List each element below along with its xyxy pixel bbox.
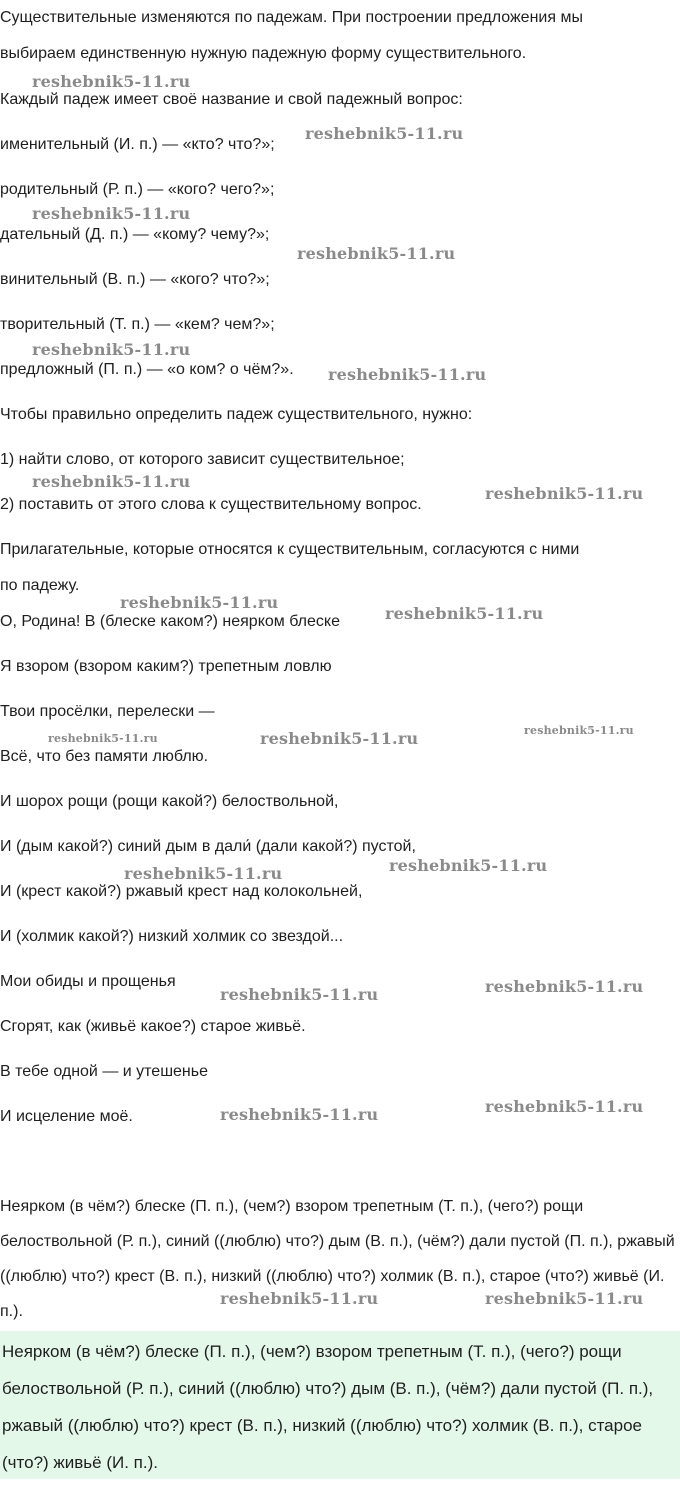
watermark: reshebnik5-11.ru — [389, 856, 548, 875]
poem-line-5: И шорох рощи (рощи какой?) белоствольной, — [0, 793, 339, 810]
poem-line-12: И исцеление моё. — [0, 1108, 133, 1125]
poem-line-1: О, Родина! В (блеске каком?) неярком блеске — [0, 613, 340, 630]
answer-text: Неярком (в чём?) блеске (П. п.), (чем?) взором трепетным (Т. п.), (чего?) рощи белоствольной (Р. п.), синий ((люблю) что?) дым (В. п.), (чём?) дали пустой (П. п.), ржавый ((люблю) что?) крест (В. п.), низкий ((люблю) что?) холмик (В. п.), старое (что?) живьё (И. п.). — [2, 1342, 654, 1472]
poem-line-8: И (холмик какой?) низкий холмик со звездой... — [0, 928, 344, 945]
case-accusative: винительный (В. п.) — «кого? что?»; — [0, 271, 270, 288]
watermark: reshebnik5-11.ru — [297, 244, 456, 263]
poem-line-11: В тебе одной — и утешенье — [0, 1063, 208, 1080]
case-nominative: именительный (И. п.) — «кто? что?»; — [0, 136, 275, 153]
watermark: reshebnik5-11.ru — [48, 732, 158, 745]
watermark: reshebnik5-11.ru — [220, 1289, 379, 1308]
poem-line-2: Я взором (взором каким?) трепетным ловлю — [0, 658, 332, 675]
answer-block — [0, 1331, 680, 1479]
analysis-paragraph: Неярком (в чём?) блеске (П. п.), (чем?) взором трепетным (Т. п.), (чего?) рощи белоствольной (Р. п.), синий ((люблю) что?) дым (В. п.), (чём?) дали пустой (П. п.), ржавый ((люблю) что?) крест (В. п.), низкий ((люблю) что?) холмик (В. п.), старое (что?) живьё (И. п.). — [0, 1198, 675, 1320]
watermark: reshebnik5-11.ru — [220, 1105, 379, 1124]
watermark: reshebnik5-11.ru — [485, 484, 644, 503]
watermark: reshebnik5-11.ru — [220, 985, 379, 1004]
watermark: reshebnik5-11.ru — [485, 1289, 644, 1308]
poem-line-10: Сгорят, как (живьё какое?) старое живьё. — [0, 1018, 306, 1035]
case-instrumental: творительный (Т. п.) — «кем? чем?»; — [0, 316, 275, 333]
adjectives-line-1: Прилагательные, которые относятся к существительным, согласуются с ними — [0, 541, 580, 558]
poem-line-4: Всё, что без памяти люблю. — [0, 748, 209, 765]
watermark: reshebnik5-11.ru — [260, 729, 419, 748]
case-genitive: родительный (Р. п.) — «кого? чего?»; — [0, 181, 275, 198]
poem-line-3: Твои просёлки, перелески — — [0, 703, 215, 720]
poem-line-6: И (дым какой?) синий дым в дали́ (дали какой?) пустой, — [0, 838, 416, 855]
watermark: reshebnik5-11.ru — [32, 204, 191, 223]
case-prepositional: предложный (П. п.) — «о ком? о чём?». — [0, 361, 294, 378]
poem-line-7: И (крест какой?) ржавый крест над колокольней, — [0, 883, 363, 900]
watermark: reshebnik5-11.ru — [120, 593, 279, 612]
watermark: reshebnik5-11.ru — [32, 340, 191, 359]
watermark: reshebnik5-11.ru — [485, 977, 644, 996]
watermark: reshebnik5-11.ru — [524, 724, 634, 737]
method-intro: Чтобы правильно определить падеж существительного, нужно: — [0, 406, 473, 423]
method-step-1: 1) найти слово, от которого зависит существительное; — [0, 451, 405, 468]
watermark: reshebnik5-11.ru — [305, 124, 464, 143]
poem-line-9: Мои обиды и прощенья — [0, 973, 176, 990]
watermark: reshebnik5-11.ru — [124, 864, 283, 883]
watermark: reshebnik5-11.ru — [32, 72, 191, 91]
method-step-2: 2) поставить от этого слова к существительному вопрос. — [0, 496, 422, 513]
watermark: reshebnik5-11.ru — [385, 604, 544, 623]
watermark: reshebnik5-11.ru — [485, 1097, 644, 1116]
intro-line-2: выбираем единственную нужную падежную форму существительного. — [0, 45, 527, 62]
intro-line-1: Существительные изменяются по падежам. При построении предложения мы — [0, 9, 583, 26]
watermark: reshebnik5-11.ru — [32, 472, 191, 491]
adjectives-line-2: по падежу. — [0, 577, 80, 594]
watermark: reshebnik5-11.ru — [328, 365, 487, 384]
cases-intro: Каждый падеж имеет своё название и свой падежный вопрос: — [0, 91, 463, 108]
case-dative: дательный (Д. п.) — «кому? чему?»; — [0, 226, 270, 243]
